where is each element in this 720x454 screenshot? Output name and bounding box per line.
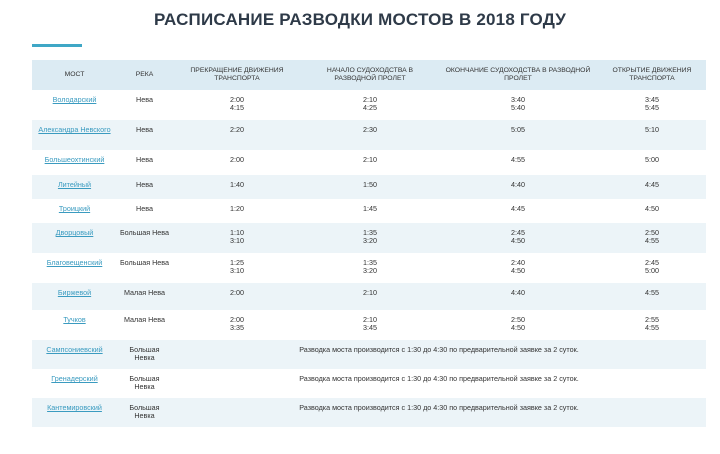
cell-bridge xyxy=(32,199,117,223)
cell-river: Нева xyxy=(117,175,172,199)
cell-time-start: 1:50 xyxy=(302,175,438,199)
cell-river: Нева xyxy=(117,150,172,175)
cell-bridge xyxy=(32,223,117,253)
cell-bridge xyxy=(32,120,117,150)
cell-time-end: 4:40 xyxy=(438,175,598,199)
cell-time-open: 4:45 xyxy=(598,175,706,199)
cell-time-end: 2:50 4:50 xyxy=(438,310,598,340)
table-row xyxy=(32,120,706,150)
cell-river: Большая Нева xyxy=(117,223,172,253)
cell-note: Разводка моста производится с 1:30 до 4:30 по предварительной заявке за 2 суток. xyxy=(172,340,706,369)
header-navigation-end: ОКОНЧАНИЕ СУДОХОДСТВА В РАЗВОДНОЙ ПРОЛЕТ xyxy=(438,60,598,90)
cell-time-open: 4:50 xyxy=(598,199,706,223)
cell-time-stop: 2:00 xyxy=(172,283,302,310)
cell-river: Большая Невка xyxy=(117,369,172,398)
cell-bridge xyxy=(32,253,117,283)
cell-time-open: 5:00 xyxy=(598,150,706,175)
cell-note: Разводка моста производится с 1:30 до 4:30 по предварительной заявке за 2 суток. xyxy=(172,369,706,398)
table-row xyxy=(32,253,706,283)
table-row xyxy=(32,340,706,369)
cell-river: Нева xyxy=(117,120,172,150)
table-row xyxy=(32,150,706,175)
cell-time-start: 2:30 xyxy=(302,120,438,150)
cell-time-start: 1:45 xyxy=(302,199,438,223)
cell-bridge xyxy=(32,369,117,398)
header-navigation-start: НАЧАЛО СУДОХОДСТВА В РАЗВОДНОЙ ПРОЛЕТ xyxy=(302,60,438,90)
bridge-link[interactable]: Гренадерский xyxy=(51,374,98,383)
table-header-row xyxy=(32,60,706,90)
cell-bridge xyxy=(32,150,117,175)
cell-time-stop: 2:00 4:15 xyxy=(172,90,302,120)
table-row xyxy=(32,199,706,223)
cell-bridge xyxy=(32,340,117,369)
bridge-schedule-table xyxy=(32,60,706,427)
bridge-link[interactable]: Дворцовый xyxy=(55,228,94,237)
cell-time-stop: 1:25 3:10 xyxy=(172,253,302,283)
cell-note: Разводка моста производится с 1:30 до 4:30 по предварительной заявке за 2 суток. xyxy=(172,398,706,427)
table-row xyxy=(32,369,706,398)
cell-river: Большая Невка xyxy=(117,340,172,369)
cell-time-start: 2:10 xyxy=(302,283,438,310)
cell-time-open: 2:45 5:00 xyxy=(598,253,706,283)
cell-time-end: 2:45 4:50 xyxy=(438,223,598,253)
page-title: РАСПИСАНИЕ РАЗВОДКИ МОСТОВ В 2018 ГОДУ xyxy=(153,10,567,29)
cell-time-end: 4:55 xyxy=(438,150,598,175)
cell-time-start: 2:10 xyxy=(302,150,438,175)
header-bridge: МОСТ xyxy=(32,60,117,90)
cell-time-stop: 1:40 xyxy=(172,175,302,199)
cell-time-open: 4:55 xyxy=(598,283,706,310)
table-row xyxy=(32,90,706,120)
header-traffic-stop: ПРЕКРАЩЕНИЕ ДВИЖЕНИЯ ТРАНСПОРТА xyxy=(172,60,302,90)
cell-river: Малая Нева xyxy=(117,310,172,340)
cell-bridge xyxy=(32,90,117,120)
cell-time-stop: 1:20 xyxy=(172,199,302,223)
cell-bridge xyxy=(32,310,117,340)
bridge-link[interactable]: Сампсониевский xyxy=(46,345,103,354)
bridge-link[interactable]: Александра Невского xyxy=(38,125,111,134)
header-traffic-open: ОТКРЫТИЕ ДВИЖЕНИЯ ТРАНСПОРТА xyxy=(598,60,706,90)
title-underline-accent xyxy=(32,44,82,47)
bridge-link[interactable]: Кантемировский xyxy=(47,403,102,412)
bridge-link[interactable]: Володарский xyxy=(52,95,97,104)
cell-time-start: 2:10 4:25 xyxy=(302,90,438,120)
cell-river: Нева xyxy=(117,199,172,223)
cell-river: Большая Нева xyxy=(117,253,172,283)
cell-time-stop: 2:00 xyxy=(172,150,302,175)
cell-river: Малая Нева xyxy=(117,283,172,310)
bridge-link[interactable]: Тучков xyxy=(63,315,86,324)
cell-time-end: 2:40 4:50 xyxy=(438,253,598,283)
cell-bridge xyxy=(32,283,117,310)
cell-time-end: 4:40 xyxy=(438,283,598,310)
cell-time-start: 2:10 3:45 xyxy=(302,310,438,340)
cell-river: Большая Невка xyxy=(117,398,172,427)
cell-time-start: 1:35 3:20 xyxy=(302,223,438,253)
bridge-link[interactable]: Большеохтинский xyxy=(44,155,105,164)
cell-time-stop: 2:00 3:35 xyxy=(172,310,302,340)
cell-time-end: 4:45 xyxy=(438,199,598,223)
cell-time-start: 1:35 3:20 xyxy=(302,253,438,283)
table-row xyxy=(32,175,706,199)
cell-time-stop: 1:10 3:10 xyxy=(172,223,302,253)
cell-bridge xyxy=(32,175,117,199)
cell-bridge xyxy=(32,398,117,427)
cell-time-open: 5:10 xyxy=(598,120,706,150)
bridge-link[interactable]: Биржевой xyxy=(57,288,92,297)
table-row xyxy=(32,398,706,427)
table-row xyxy=(32,283,706,310)
table-row xyxy=(32,310,706,340)
header-river: РЕКА xyxy=(117,60,172,90)
cell-time-open: 2:50 4:55 xyxy=(598,223,706,253)
cell-time-end: 5:05 xyxy=(438,120,598,150)
bridge-link[interactable]: Благовещенский xyxy=(46,258,103,267)
bridge-link[interactable]: Литейный xyxy=(57,180,92,189)
cell-time-open: 2:55 4:55 xyxy=(598,310,706,340)
table-row xyxy=(32,223,706,253)
cell-river: Нева xyxy=(117,90,172,120)
cell-time-open: 3:45 5:45 xyxy=(598,90,706,120)
bridge-link[interactable]: Троицкий xyxy=(58,204,91,213)
cell-time-stop: 2:20 xyxy=(172,120,302,150)
cell-time-end: 3:40 5:40 xyxy=(438,90,598,120)
